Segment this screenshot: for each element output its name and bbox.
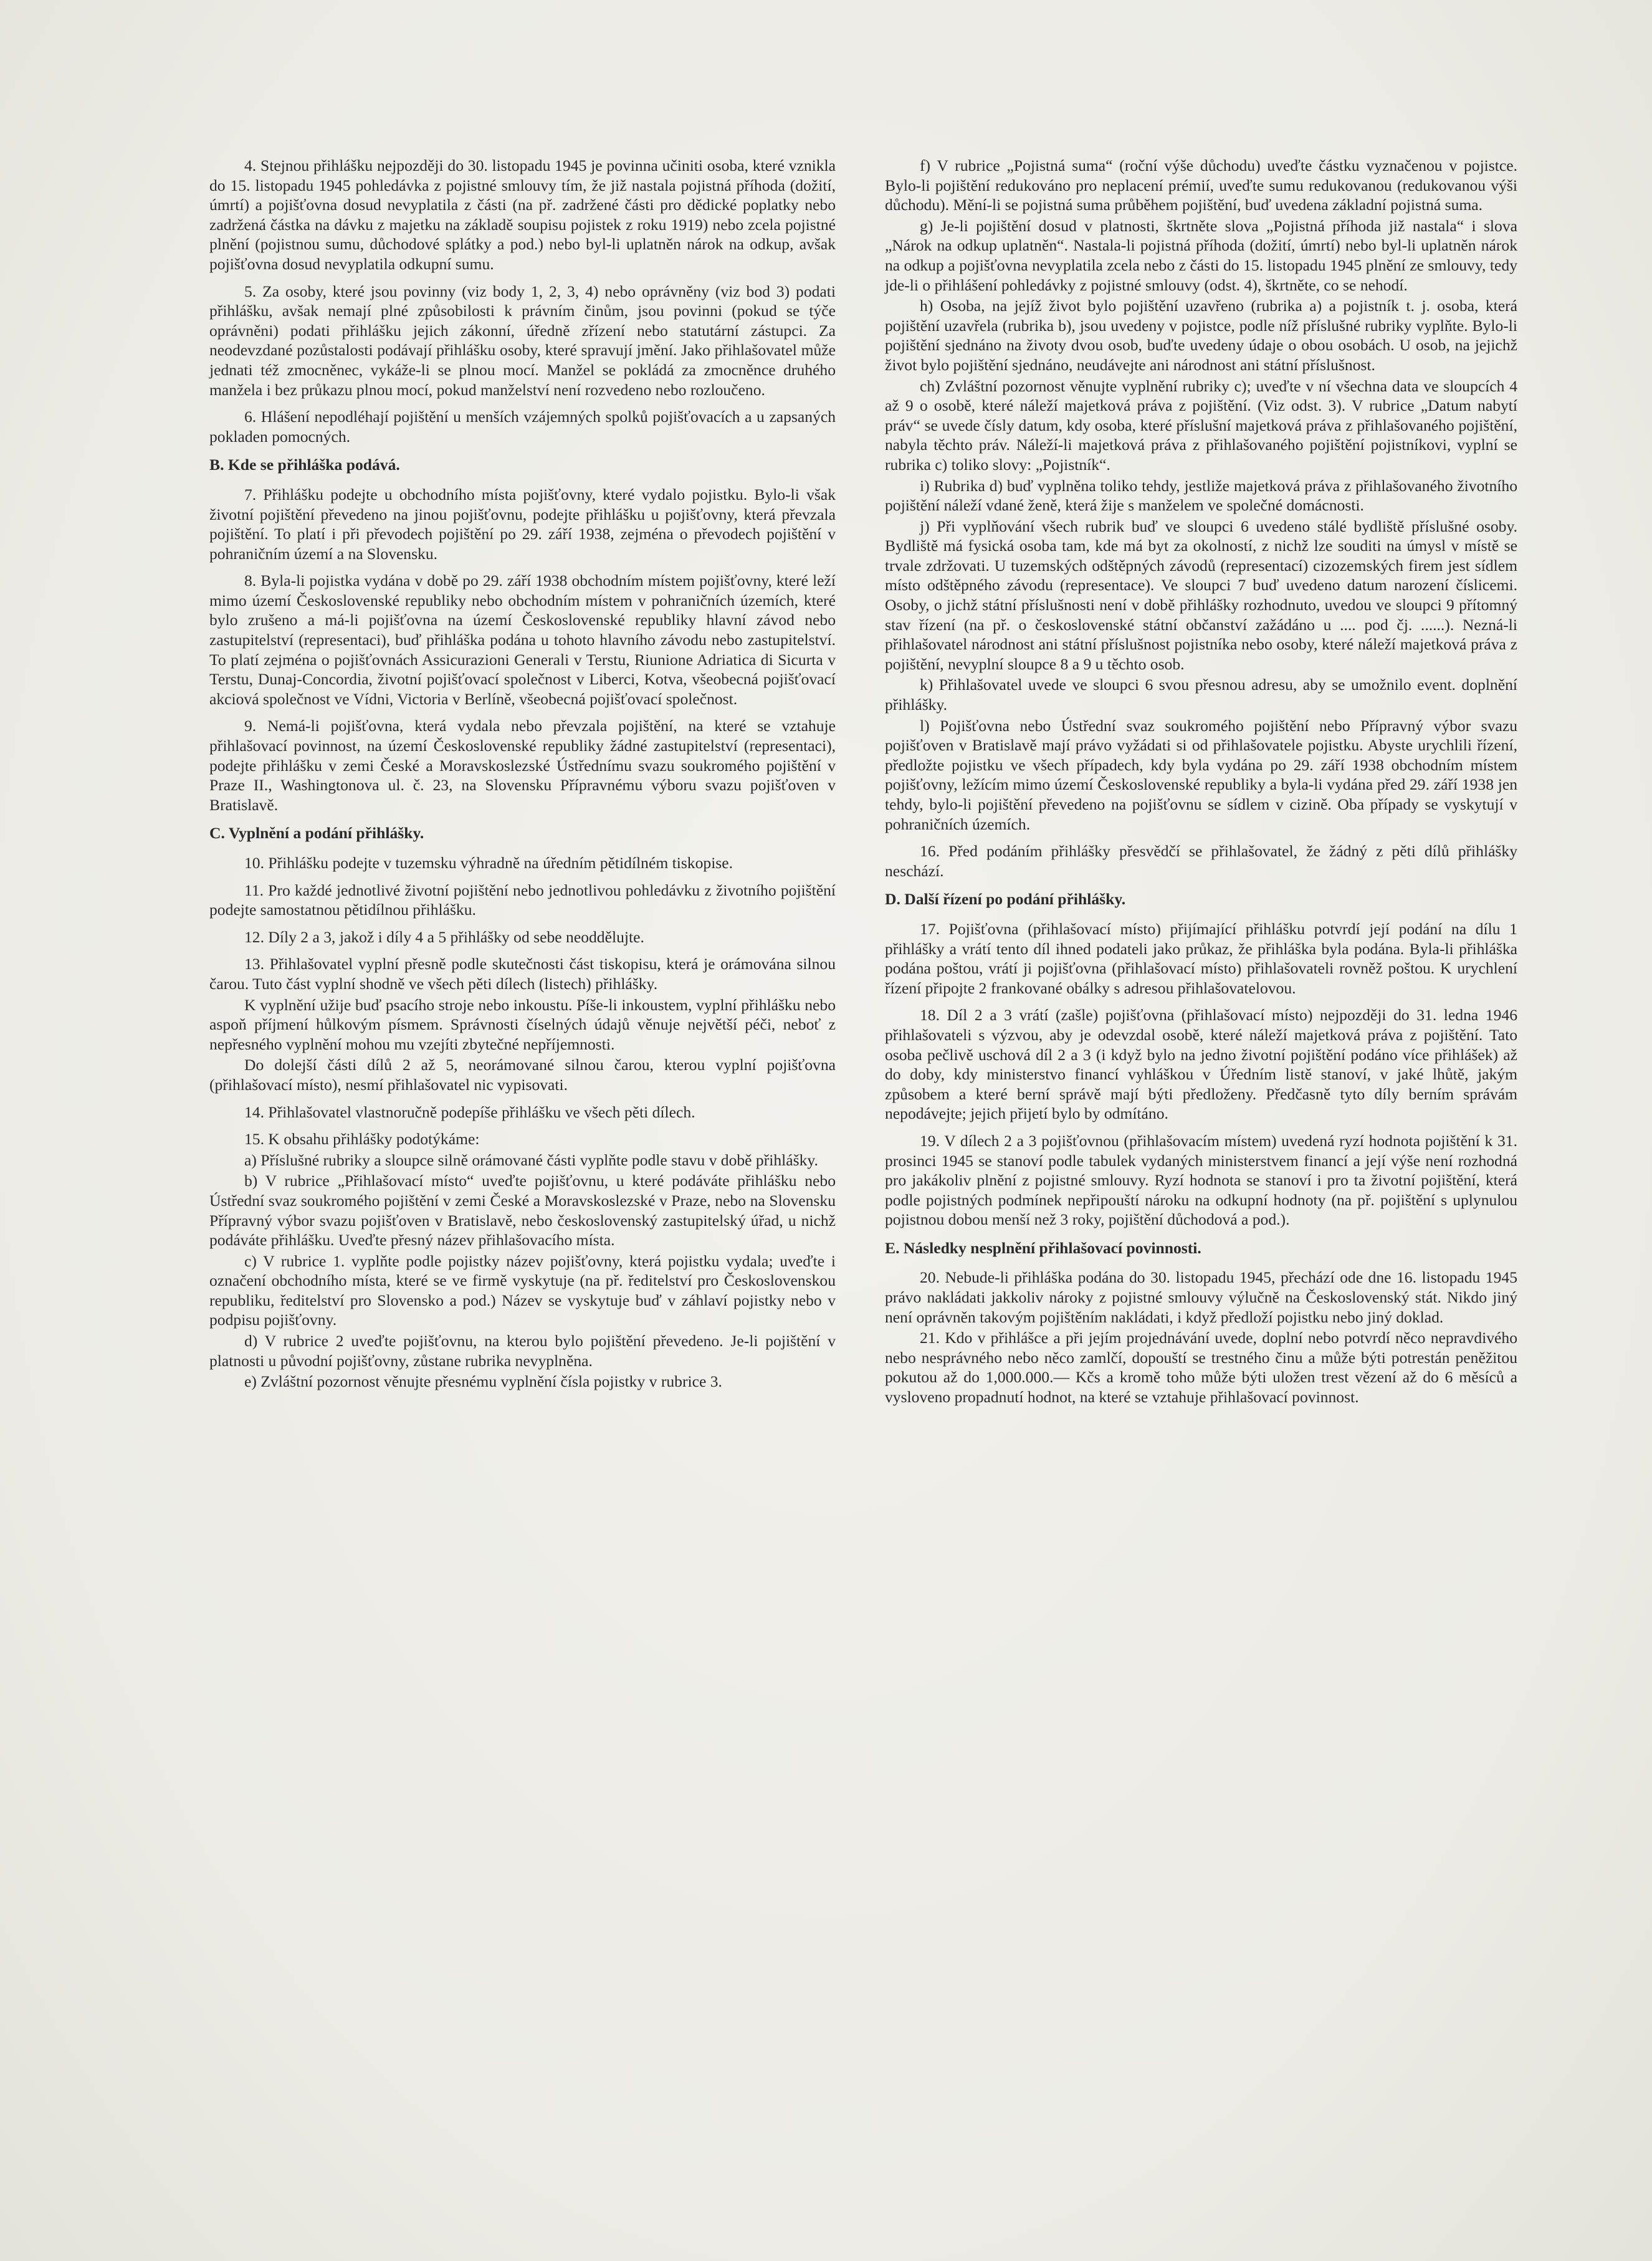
item-15g: g) Je-li pojištění dosud v platnosti, škrtněte slova „Pojistná příhoda již nastala“ i slova „Nárok na odkup uplatněn“. Nastala-li pojistná příhoda (dožití, úmrtí) nebo byl-li uplatněn nárok na odkup a pojišťovna nevyplatila zcela nebo z části do 15. listopadu 1945 plnění ze smlouvy, tedy jde-li o přihlášení pohledávky z pojistné smlouvy (odst. 4), škrtněte, co se nehodí. bbox=[885, 216, 1517, 294]
item-15f: f) V rubrice „Pojistná suma“ (roční výše důchodu) uveďte částku vyznačenou v pojistce. Bylo-li pojištění redukováno pro neplacení prémií, uveďte sumu redukovanou (redukovanou výši důchodu). Mění-li se pojistná suma průběhem pojištění, buď uvedena základní pojistná suma. bbox=[885, 156, 1517, 214]
paragraph-5: 5. Za osoby, které jsou povinny (viz body 1, 2, 3, 4) nebo oprávněny (viz bod 3) podati přihlášku, avšak nemají plné způsobilosti k právním činům, jsou povinni (pokud se týče oprávněni) podati přihlášku jejich zákonní, úředně zřízení nebo statutární zástupci. Za neodevzdané pozůstalosti podávají přihlášku osoby, které spravují jmění. Jako přihlašovatel může jednati též zmocněnec, vykáže-li se plnou mocí. Manžel se pokládá za zmocněnce druhého manžela i bez průkazu plnou mocí, pokud manželství není rozvedeno nebo rozloučeno. bbox=[209, 282, 836, 399]
item-15b: b) V rubrice „Přihlašovací místo“ uveďte pojišťovnu, u které podáváte přihlášku nebo Ústřední svaz soukromého pojištění v zemi České a Moravskoslezské v Praze, nebo na Slovensku Přípravný výbor svazu pojišťoven v Bratislavě, nebo československý zastupitelský úřad, u nichž podáváte přihlášku. Uveďte přesný název přihlašovacího místa. bbox=[209, 1172, 836, 1250]
item-15c: c) V rubrice 1. vyplňte podle pojistky název pojišťovny, která pojistku vydala; uveďte i označení obchodního místa, které se ve firmě vyskytuje (na př. ředitelství pro Československou republiku, ředitelství pro Slovensko a pod.) Název se vyskytuje buď v záhlaví pojistky nebo v podpisu pojišťovny. bbox=[209, 1251, 836, 1329]
paragraph-9: 9. Nemá-li pojišťovna, která vydala nebo převzala pojištění, na které se vztahuje přihlašovací povinnost, na území Československé republiky žádné zastupitelství (representaci), podejte přihlášku v zemi České a Moravskoslezské Ústřednímu svazu soukromého pojištění v Praze II., Washingtonova ul. č. 23, na Slovensku Přípravnému výboru svazu pojišťoven v Bratislavě. bbox=[209, 717, 836, 814]
item-15l: l) Pojišťovna nebo Ústřední svaz soukromého pojištění nebo Přípravný výbor svazu pojišťoven v Bratislavě mají právo vyžádati si od přihlašovatele pojistku. Abyste urychlili řízení, předložte pojistku ve všech případech, kdy byla vydána po 29. září 1938 obchodním místem pojišťovny, ležícím mimo území Československé republiky a byla-li vydána před 29. září 1938 jen tehdy, bylo-li pojištění převedeno na pojišťovnu se sídlem v cizině. Oba případy se vyskytují v pohraničních územích. bbox=[885, 716, 1517, 833]
paragraph-8: 8. Byla-li pojistka vydána v době po 29. září 1938 obchodním místem pojišťovny, které leží mimo území Československé republiky nebo obchodním místem v pohraničních územích, které bylo zrušeno a má-li pojišťovna na území Československé republiky hlavní závod nebo zastupitelství (representaci), buď přihláška podána u tohoto hlavního závodu nebo zastupitelství. To platí zejména o pojišťovnách Assicurazioni Generali v Terstu, Riunione Adriatica di Sicurta v Terstu, Dunaj-Concordia, životní pojišťovací společnost v Liberci, Kotva, všeobecná pojišťovací akciová společnost ve Vídni, Victoria v Berlíně, všeobecná pojišťovací společnost. bbox=[209, 571, 836, 708]
paragraph-13-lower-part: Do dolejší části dílů 2 až 5, neorámované silnou čarou, kterou vyplní pojišťovna (přihlašovací místo), nesmí přihlašovatel nic vypisovati. bbox=[209, 1056, 836, 1094]
paragraph-16: 16. Před podáním přihlášky přesvědčí se přihlašovatel, že žádný z pěti dílů přihlášky neschází. bbox=[885, 842, 1517, 880]
item-15e: e) Zvláštní pozornost věnujte přesnému vyplnění čísla pojistky v rubrice 3. bbox=[244, 1372, 722, 1391]
paragraph-6: 6. Hlášení nepodléhají pojištění u menších vzájemných spolků pojišťovacích a u zapsaných pokladen pomocných. bbox=[209, 408, 836, 446]
item-15a: a) Příslušné rubriky a sloupce silně orámované části vyplňte podle stavu v době přihlášky. bbox=[244, 1150, 818, 1169]
right-column bbox=[885, 156, 1517, 1408]
section-heading-b: B. Kde se přihláška podává. bbox=[209, 456, 400, 474]
paragraph-13-ink: K vyplnění užije buď psacího stroje nebo inkoustu. Píše-li inkoustem, vyplní přihlášku nebo aspoň příjmení hůlkovým písmem. Správnosti číselných údajů věnuje největší péči, neboť z nepřesného vyplnění mohou mu vzejíti zbytečné nepříjemnosti. bbox=[209, 995, 836, 1053]
paragraph-12: 12. Díly 2 a 3, jakož i díly 4 a 5 přihlášky od sebe neoddělujte. bbox=[244, 927, 644, 946]
item-15k: k) Přihlašovatel uvede ve sloupci 6 svou přesnou adresu, aby se umožnilo event. doplnění přihlášky. bbox=[885, 676, 1517, 714]
paragraph-20: 20. Nebude-li přihláška podána do 30. listopadu 1945, přechází ode dne 16. listopadu 1945 právo nakládati jakkoliv nároky z pojistné smlouvy výlučně na Československý stát. Nikdo jiný není oprávněn takovým pojištěním nakládati, i když předloží pojistku nebo jiný doklad. bbox=[885, 1268, 1517, 1326]
section-heading-c: C. Vyplnění a podání přihlášky. bbox=[209, 824, 424, 843]
paragraph-17: 17. Pojišťovna (přihlašovací místo) přijímající přihlášku potvrdí její podání na dílu 1 přihlášky a vrátí tento díl ihned podateli jako průkaz, že přihláška byla podána. Byla-li přihláška podána poštou, vrátí ji pojišťovna (přihlašovací místo) přihlašovateli rovněž poštou. K urychlení řízení připojte 2 frankované obálky s adresou přihlašovatelovou. bbox=[885, 919, 1517, 997]
paragraph-11: 11. Pro každé jednotlivé životní pojištění nebo jednotlivou pohledávku z životního pojištění podejte samostatnou pětidílnou přihlášku. bbox=[209, 881, 836, 919]
paragraph-7: 7. Přihlášku podejte u obchodního místa pojišťovny, které vydalo pojistku. Bylo-li však životní pojištění převedeno na jinou pojišťovnu, podejte přihlášku u pojišťovny, která převzala pojištění. To platí i při převodech pojištění po 29. září 1938, zejména o převodech pojištění v pohraničním území a na Slovensku. bbox=[209, 485, 836, 563]
left-column bbox=[209, 156, 836, 1393]
item-15h: h) Osoba, na jejíž život bylo pojištění uzavřeno (rubrika a) a pojistník t. j. osoba, která pojištění uzavřela (rubrika b), jsou uvedeny v pojistce, podle níž příslušné rubriky vyplňte. Bylo-li pojištění sjednáno na životy dvou osob, buďte uvedeny údaje o obou osobách. U osob, na jejichž život bylo pojištění sjednáno, neudávejte ani národnost ani státní příslušnost. bbox=[885, 297, 1517, 374]
paragraph-15: 15. K obsahu přihlášky podotýkáme: bbox=[244, 1130, 480, 1149]
paragraph-19: 19. V dílech 2 a 3 pojišťovnou (přihlašovacím místem) uvedená ryzí hodnota pojištění k 31. prosinci 1945 se stanoví podle tabulek vydaných ministerstvem financí a její výše není rozhodná pro jakákoliv plnění z pojistné smlouvy. Ryzí hodnota se stanoví i pro ta životní pojištění, která podle pojistných podmínek nepřipouští nároku na odkupní hodnoty (na př. pojištění s uplynulou pojistnou dobou menší než 3 roky, pojištění důchodová a pod.). bbox=[885, 1131, 1517, 1229]
paragraph-14: 14. Přihlašovatel vlastnoručně podepíše přihlášku ve všech pěti dílech. bbox=[244, 1102, 695, 1121]
item-15ch: ch) Zvláštní pozornost věnujte vyplnění rubriky c); uveďte v ní všechna data ve sloupcích 4 až 9 o osobě, které náleží majetková práva z pojištění. (Viz odst. 3). V rubrice „Datum nabytí práv“ se uvede čísly datum, kdy osoba, které příslušní majetková práva z přihlašovaného pojištění, nabyla těchto práv. Náleží-li majetková práva z přihlašovaného pojištění pojistníkovi, vyplní se rubrika c) toliko slovy: „Pojistník“. bbox=[885, 376, 1517, 474]
paragraph-18: 18. Díl 2 a 3 vrátí (zašle) pojišťovna (přihlašovací místo) nejpozději do 31. ledna 1946 přihlašovateli s výzvou, aby je odevzdal osobě, které náleží majetková práva z pojištění. Tato osoba pečlivě uschová díl 2 a 3 (i když bylo na jedno životní pojištění podáno více přihlášek) až do doby, kdy ministerstvo financí vyhláškou v Úředním listě stanoví, v jaké lhůtě, jakým způsobem a které berní správě mají býti předloženy. Předčasně tyto díly berním správám nepodávejte; jejich přijetí bylo by odmítáno. bbox=[885, 1006, 1517, 1123]
item-15d: d) V rubrice 2 uveďte pojišťovnu, na kterou bylo pojištění převedeno. Je-li pojištění v platnosti u původní pojišťovny, zůstane rubrika nevyplněna. bbox=[209, 1332, 836, 1370]
paragraph-4: 4. Stejnou přihlášku nejpozději do 30. listopadu 1945 je povinna učiniti osoba, které vznikla do 15. listopadu 1945 pohledávka z pojistné smlouvy tím, že již nastala pojistná příhoda (dožití, úmrtí) a pojišťovna dosud nevyplatila z části (na př. zadržené části pro dědické poplatky nebo zadržená částka na dávku z majetku na základě soupisu pojistek z roku 1919) nebo zcela pojistné plnění (pojistnou sumu, důchodové splátky a pod.) nebo byl-li uplatněn nárok na odkup, avšak pojišťovna dosud nevyplatila odkupní sumu. bbox=[209, 156, 836, 273]
section-heading-e: E. Následky nesplnění přihlašovací povinnosti. bbox=[885, 1238, 1201, 1257]
paragraph-13: 13. Přihlašovatel vyplní přesně podle skutečnosti část tiskopisu, která je orámována silnou čarou. Tuto část vyplní shodně ve všech pěti dílech (listech) přihlášky. bbox=[209, 955, 836, 993]
paragraph-21: 21. Kdo v přihlášce a při jejím projednávání uvede, doplní nebo potvrdí něco nepravdivého nebo nesprávného nebo něco zamlčí, dopouští se trestného činu a může býti potrestán peněžitou pokutou až do 1,000.000.— Kčs a kromě toho může býti uložen trest vězení až do 6 měsíců a vysloveno propadnutí hodnot, na které se vztahuje přihlašovací povinnost. bbox=[885, 1329, 1517, 1407]
item-15j: j) Při vyplňování všech rubrik buď ve sloupci 6 uvedeno stálé bydliště příslušné osoby. Bydliště má fysická osoba tam, kde má byt za okolností, z nichž lze souditi na úmysl v místě se trvale zdržovati. U tuzemských odštěpných závodů (representací) cizozemských firem jest sídlem místo odštěpného závodu (representace). Ve sloupci 7 buď uvedeno datum narození číslicemi. Osoby, o jichž státní příslušnosti není v době přihlášky rozhodnuto, uvedou ve sloupci 9 přítomný stav řízení (na př. o československé státní občanství zažádáno u .... pod čj. ......). Nezná-li přihlašovatel národnost ani státní příslušnost pojistníka nebo osoby, které náleží majetková práva z pojištění, nevyplní sloupce 8 a 9 u těchto osob. bbox=[885, 517, 1517, 673]
section-heading-d: D. Další řízení po podání přihlášky. bbox=[885, 890, 1126, 909]
item-15i: i) Rubrika d) buď vyplněna toliko tehdy, jestliže majetková práva z přihlašovaného životního pojištění náleží vdané ženě, která žije s manželem ve společné domácnosti. bbox=[885, 476, 1517, 515]
paragraph-10: 10. Přihlášku podejte v tuzemsku výhradně na úředním pětidílném tiskopise. bbox=[244, 854, 733, 872]
